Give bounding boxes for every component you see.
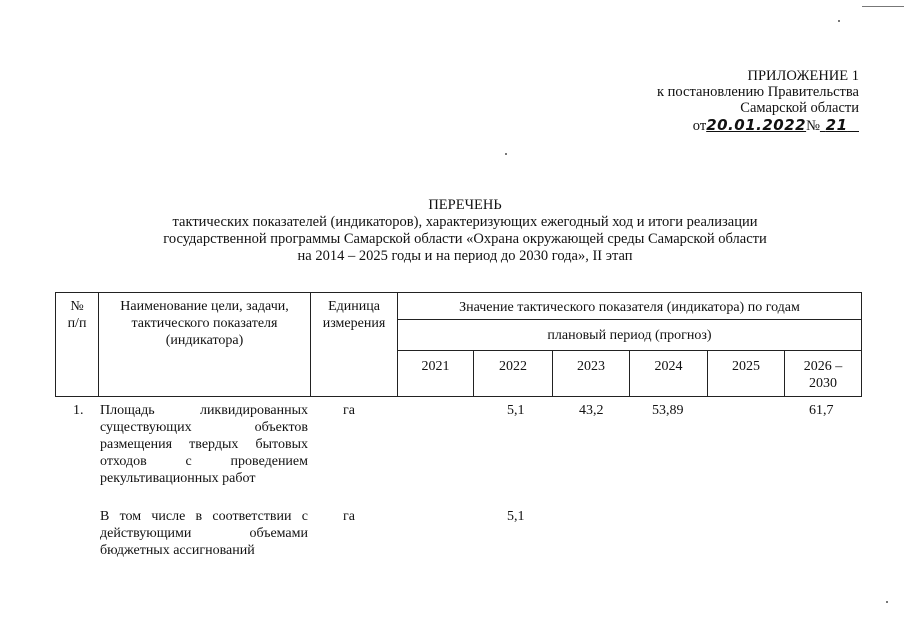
header-year-2021: 2021 <box>397 350 473 397</box>
handwritten-date: 20.01.2022 <box>706 116 807 134</box>
row-unit: га <box>343 403 355 418</box>
document-heading <box>60 197 870 265</box>
row-value-2026-2030: 61,7 <box>809 403 834 418</box>
row-name: В том числе в соответствии с действующими объемами бюджетных ассигнований <box>100 509 308 558</box>
header-year-2022: 2022 <box>473 350 552 397</box>
header-year-2024: 2024 <box>629 350 707 397</box>
appendix-date-line <box>599 117 859 134</box>
heading-line-3: на 2014 – 2025 годы и на период до 2030 года», II этап <box>297 248 633 264</box>
header-values: Значение тактического показателя (индикатора) по годам <box>397 292 862 320</box>
scan-dot <box>838 20 840 22</box>
appendix-block <box>599 68 859 134</box>
row-value-2023: 43,2 <box>579 403 604 418</box>
scan-dot <box>505 153 507 155</box>
scan-edge-line <box>862 6 904 7</box>
header-year-2025: 2025 <box>707 350 784 397</box>
heading-line-1: тактических показателей (индикаторов), характеризующих ежегодный ход и итоги реализации <box>172 214 758 230</box>
number-prefix: № <box>806 118 820 134</box>
row-value-2022: 5,1 <box>507 403 525 418</box>
header-num: № п/п <box>55 292 98 397</box>
appendix-decree: к постановлению Правительства <box>657 84 859 100</box>
header-unit: Единица измерения <box>310 292 397 397</box>
header-period: плановый период (прогноз) <box>397 319 862 351</box>
row-num: 1. <box>73 403 84 418</box>
scan-dot <box>886 601 888 603</box>
row-value-2022: 5,1 <box>507 509 525 524</box>
row-unit: га <box>343 509 355 524</box>
appendix-title: ПРИЛОЖЕНИЕ 1 <box>747 68 859 84</box>
header-year-2026-2030: 2026 – 2030 <box>784 350 862 397</box>
header-year-2023: 2023 <box>552 350 629 397</box>
date-prefix: от <box>692 118 707 134</box>
heading-line-2: государственной программы Самарской области «Охрана окружающей среды Самарской области <box>163 231 767 247</box>
appendix-region: Самарской области <box>740 100 859 116</box>
handwritten-number: 21 <box>825 116 848 134</box>
row-value-2024: 53,89 <box>652 403 684 418</box>
header-name: Наименование цели, задачи, тактического показателя (индикатора) <box>98 292 310 397</box>
row-name: Площадь ликвидированных существующих объектов размещения твердых бытовых отходов с проведением рекультивационных работ <box>100 403 308 486</box>
heading-title: ПЕРЕЧЕНЬ <box>428 197 502 213</box>
